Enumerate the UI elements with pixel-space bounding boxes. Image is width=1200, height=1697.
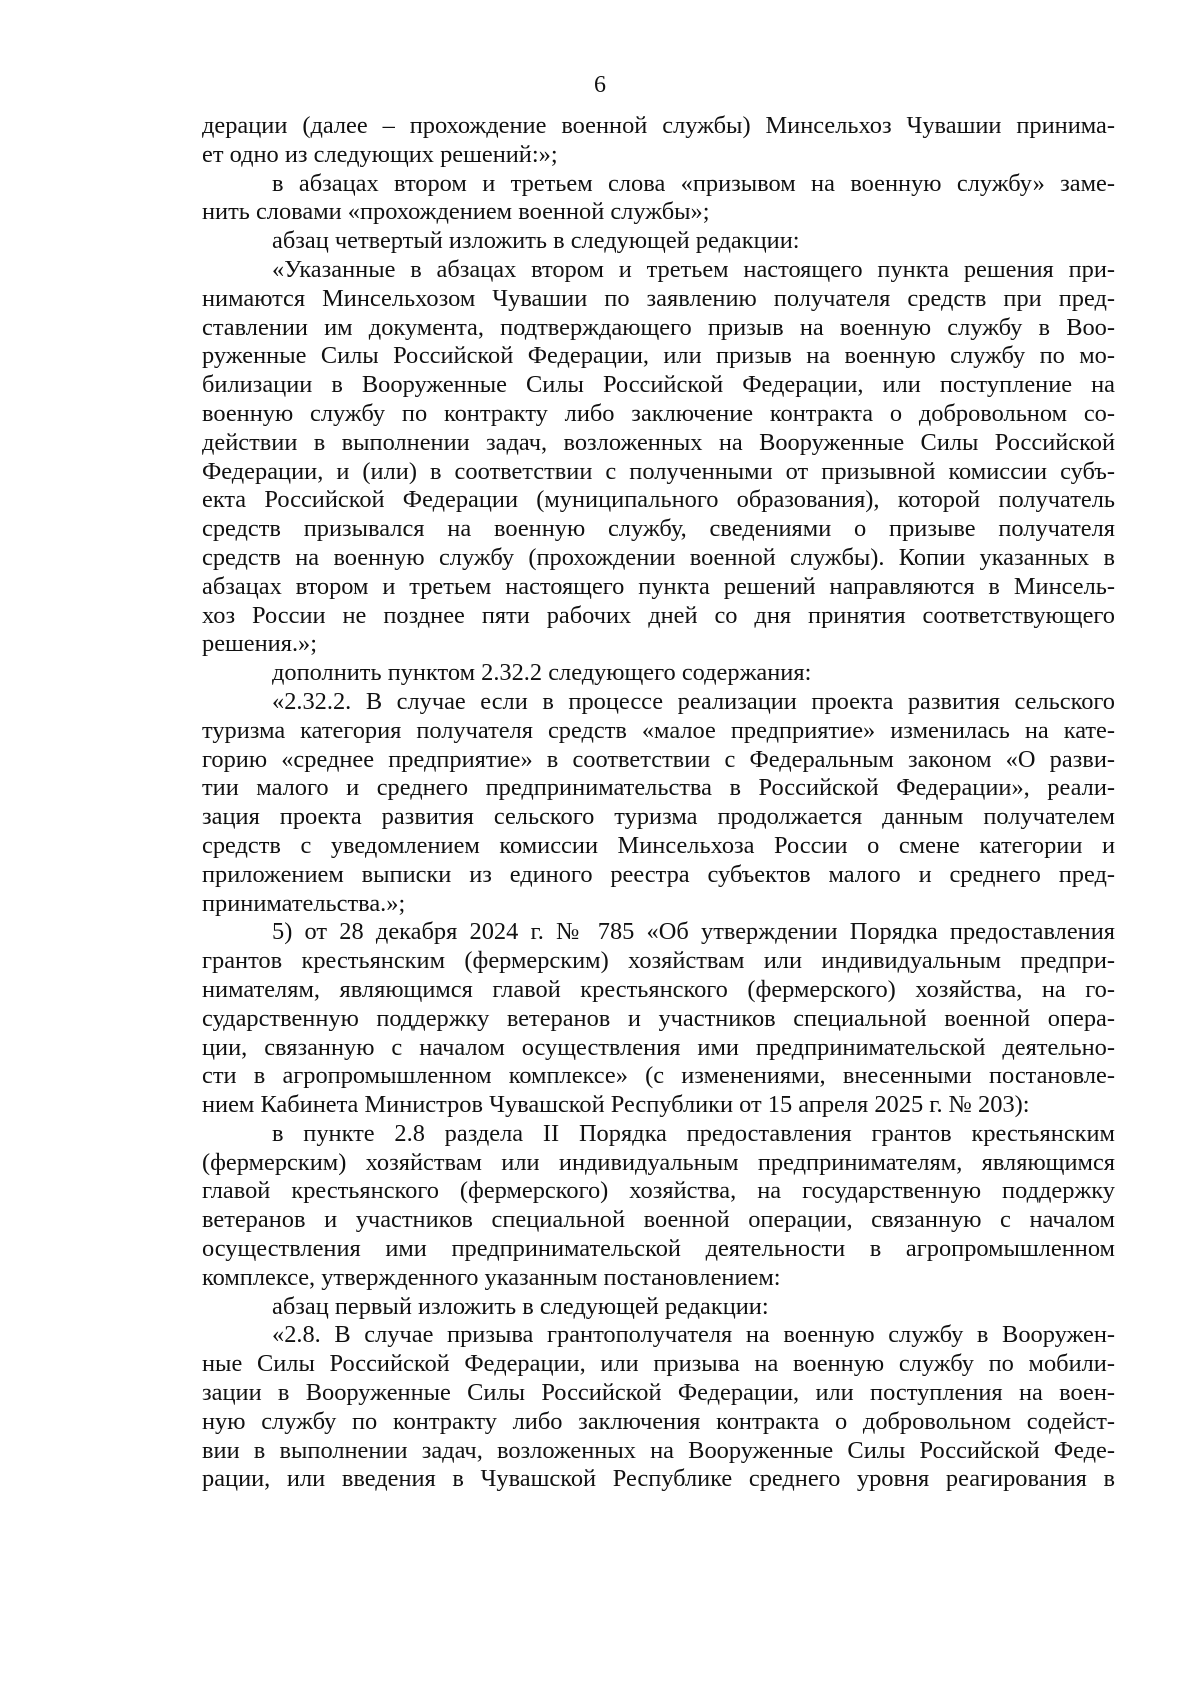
text-line: нимаются Минсельхозом Чувашии по заявлению получателя средств при пред- [202, 284, 1115, 312]
text-line: рации, или введения в Чувашской Республике среднего уровня реагирования в [202, 1465, 1115, 1493]
text-line: абзац первый изложить в следующей редакции: [272, 1292, 769, 1320]
text-line: нием Кабинета Министров Чувашской Республики от 15 апреля 2025 г. № 203): [202, 1091, 1030, 1119]
text-line: дерации (далее – прохождение военной службы) Минсельхоз Чувашии принима- [202, 112, 1115, 139]
text-line: екта Российской Федерации (муниципального образования), которой получатель [202, 486, 1115, 514]
text-line: в пункте 2.8 раздела II Порядка предоставления грантов крестьянским [272, 1119, 1115, 1147]
text-line: средств с уведомлением комиссии Минсельхоза России о смене категории и [202, 831, 1115, 859]
text-line: грантов крестьянским (фермерским) хозяйствам или индивидуальным предпри- [202, 947, 1115, 975]
text-line: туризма категория получателя средств «малое предприятие» изменилась на кате- [202, 716, 1115, 744]
text-line: ет одно из следующих решений:»; [202, 140, 558, 168]
document-body [202, 112, 1115, 1494]
text-line: (фермерским) хозяйствам или индивидуальным предпринимателям, являющимся [202, 1148, 1115, 1176]
text-line: Федерации, и (или) в соответствии с полученными от призывной комиссии субъ- [202, 457, 1115, 485]
text-line: «2.32.2. В случае если в процессе реализации проекта развития сельского [272, 687, 1115, 715]
text-line: тии малого и среднего предпринимательства в Российской Федерации», реали- [202, 774, 1115, 802]
text-line: действии в выполнении задач, возложенных на Вооруженные Силы Российской [202, 428, 1115, 456]
text-line: ставлении им документа, подтверждающего призыв на военную службу в Воо- [202, 313, 1115, 341]
text-line: нимателям, являющимся главой крестьянского (фермерского) хозяйства, на го- [202, 975, 1115, 1003]
text-line: главой крестьянского (фермерского) хозяйства, на государственную поддержку [202, 1177, 1115, 1205]
text-line: 5) от 28 декабря 2024 г. № 785 «Об утверждении Порядка предоставления [272, 918, 1115, 946]
text-line: руженные Силы Российской Федерации, или призыв на военную службу по мо- [202, 342, 1115, 370]
text-line: средств призывался на военную службу, сведениями о призыве получателя [202, 515, 1115, 543]
text-line: вии в выполнении задач, возложенных на Вооруженные Силы Российской Феде- [202, 1436, 1115, 1464]
text-line: сударственную поддержку ветеранов и участников специальной военной опера- [202, 1004, 1115, 1032]
text-line: сти в агропромышленном комплексе» (с изменениями, внесенными постановле- [202, 1062, 1115, 1090]
text-line: ные Силы Российской Федерации, или призыва на военную службу по мобили- [202, 1350, 1115, 1378]
text-line: «Указанные в абзацах втором и третьем настоящего пункта решения при- [272, 255, 1115, 283]
text-line: осуществления ими предпринимательской деятельности в агропромышленном [202, 1235, 1115, 1263]
text-line: «2.8. В случае призыва грантополучателя на военную службу в Вооружен- [272, 1321, 1115, 1349]
text-line: хоз России не позднее пяти рабочих дней со дня принятия соответствующего [202, 601, 1115, 629]
text-line: ветеранов и участников специальной военной операции, связанную с началом [202, 1206, 1115, 1234]
text-line: военную службу по контракту либо заключение контракта о добровольном со- [202, 399, 1115, 427]
text-line: нить словами «прохождением военной службы»; [202, 198, 710, 226]
page-number: 6 [594, 72, 606, 98]
text-line: решения.»; [202, 630, 318, 658]
text-line: билизации в Вооруженные Силы Российской Федерации, или поступление на [202, 371, 1115, 399]
text-line: зации в Вооруженные Силы Российской Федерации, или поступления на воен- [202, 1379, 1115, 1407]
text-line: ции, связанную с началом осуществления ими предпринимательской деятельно- [202, 1033, 1115, 1061]
text-line: абзац четвертый изложить в следующей редакции: [272, 227, 800, 255]
text-line: средств на военную службу (прохождении военной службы). Копии указанных в [202, 543, 1115, 571]
text-line: абзацах втором и третьем настоящего пункта решений направляются в Минсель- [202, 572, 1115, 600]
text-line: горию «среднее предприятие» в соответствии с Федеральным законом «О разви- [202, 745, 1115, 773]
text-line: приложением выписки из единого реестра субъектов малого и среднего пред- [202, 860, 1115, 888]
text-line: зация проекта развития сельского туризма продолжается данным получателем [202, 803, 1115, 831]
text-line: в абзацах втором и третьем слова «призывом на военную службу» заме- [272, 169, 1115, 197]
text-line: комплексе, утвержденного указанным постановлением: [202, 1263, 781, 1291]
text-line: принимательства.»; [202, 889, 406, 917]
text-line: дополнить пунктом 2.32.2 следующего содержания: [272, 659, 812, 687]
text-line: ную службу по контракту либо заключения контракта о добровольном содейст- [202, 1407, 1115, 1435]
